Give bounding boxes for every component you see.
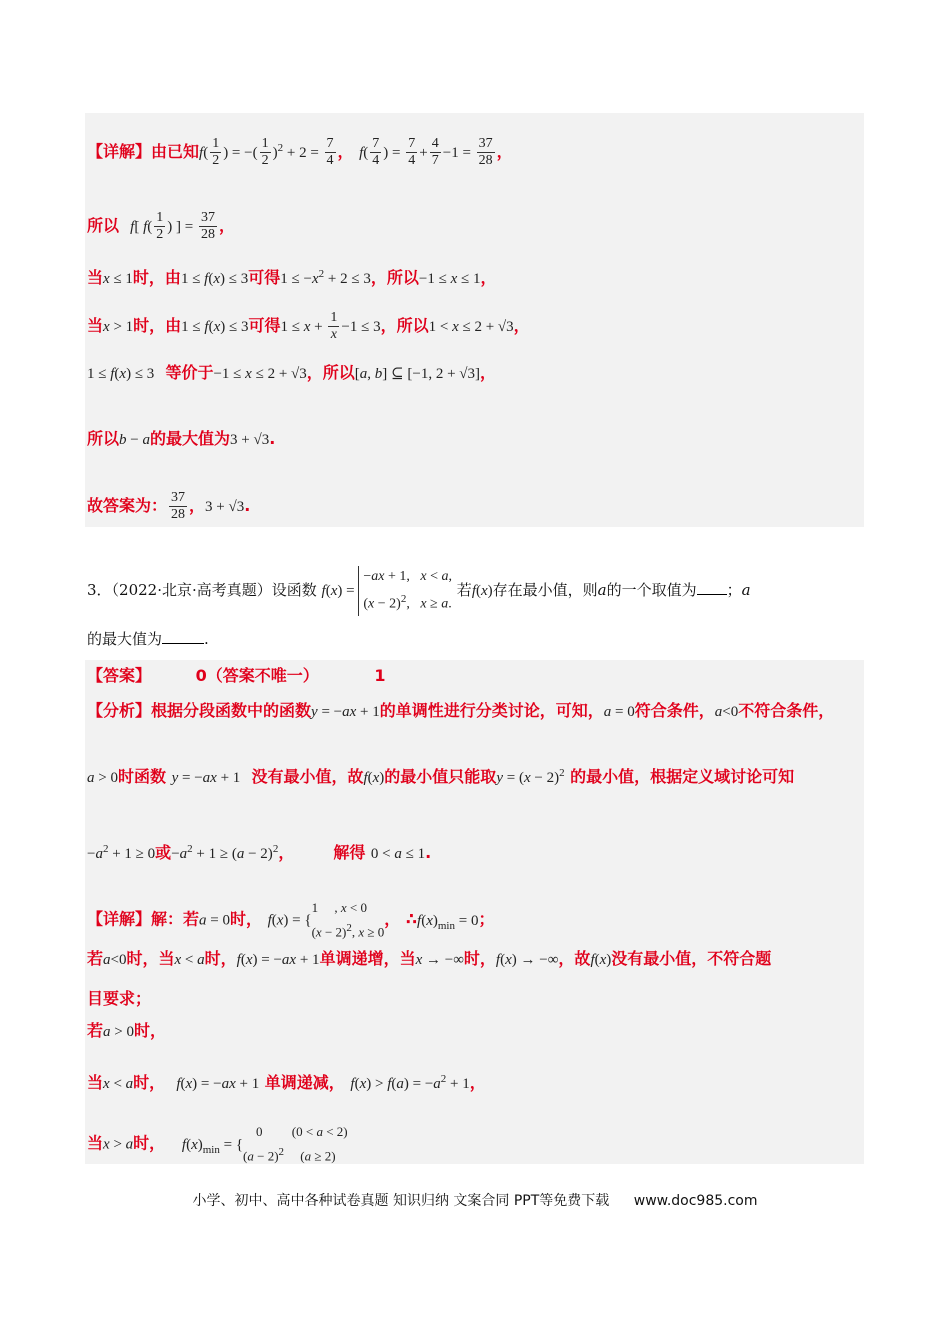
detail2-line-4: 若a > 0时， xyxy=(87,1021,166,1040)
detail2-line-5: 当x < a时， f(x) = −ax + 1 单调递减， $f(x) > f(a) = -a^2 + 1$， xyxy=(87,1073,486,1092)
answer-blank-2[interactable] xyxy=(162,629,204,644)
detail-line-7: 故答案为： $\frac{37}{28}$ ，3 + √3. xyxy=(87,490,251,522)
detail2-line-6: 当x > a时， $f(x)_{min}$ = { 0 (0 < a < 2) $(a - 2)^2$ (a ≥ 2) xyxy=(87,1124,348,1164)
detail2-line-3: 目要求； xyxy=(87,989,152,1008)
footer-text: 小学、初中、高中各种试卷真题 知识归纳 文案合同 PPT等免费下载 xyxy=(192,1193,610,1209)
analysis-line-1: 【分析】根据分段函数中的函数y = −ax + 1的单调性进行分类讨论，可知，a = 0符合条件，a<0不符合条件， xyxy=(87,701,835,720)
detail-line-3: 当x ≤ 1时，由1 ≤ f(x) ≤ 3可得$1 \le -x^2 + 2 \le 3$，所以−1 ≤ x ≤ 1， xyxy=(87,268,497,287)
detail-line-4: 当x > 1时，由1 ≤ f(x) ≤ 3可得1 ≤ x + $\frac{1}{x}$ −1 ≤ 3，所以1 < x ≤ 2 + √3， xyxy=(87,310,530,342)
question-3-line-2: 的最大值为 . xyxy=(87,630,209,648)
detail-line-5: 1 ≤ f(x) ≤ 3 等价于−1 ≤ x ≤ 2 + √3，所以[a, b] ⊆ [−1, 2 + √3]， xyxy=(87,363,497,382)
page-footer xyxy=(0,1190,950,1210)
detail-line-2: 所以 f[ f( $\frac{1}{2}$ ) ] = $\frac{37}{28}$ ， xyxy=(87,210,235,242)
detail2-line-1: 【详解】解：若a = 0时， f(x) = { 1 , x < 0 $(x - 2)^2$, x ≥ 0 ， $\therefore f(x)_{min} = 0$； xyxy=(87,900,495,940)
detail-line-6: 所以b − a的最大值为3 + √3. xyxy=(87,429,276,448)
analysis-line-2: a > 0时函数 y = −ax + 1 没有最小值，故f(x)的最小值只能取$y = (x - 2)^2$ 的最小值，根据定义域讨论可知 xyxy=(87,767,795,786)
footer-link[interactable]: www.doc985.com xyxy=(633,1193,758,1209)
detail2-line-2: 若a<0时，当x < a时，f(x) = −ax + 1单调递增，当x → −∞时，f(x) → −∞，故f(x)没有最小值，不符合题 xyxy=(87,949,772,968)
question-3: 3．（2022·北京·高考真题）设函数 f(x) = −ax + 1, x < a, $(x - 2)^2$, x ≥ a. 若f(x)存在最小值，则a的一个取值为 ；a xyxy=(87,566,751,616)
analysis-line-3: $-a^2 + 1 \ge 0$或$-a^2 + 1 \ge (a - 2)^2$， 解得 0 < a ≤ 1. xyxy=(87,843,432,862)
answer-line: 【答案】 0（答案不唯一） 1 xyxy=(87,666,386,685)
detail-line-1: 【详解】由已知f( $\frac{1}{2}$ ) = −( $\frac{1}{2}$ )$^2$ + 2 = $\frac{7}{4}$ ， f( $\frac{7}{4}$ ) = $\frac{7}{4}$ + $\frac{4}{7}$ −1 = $\frac{37}{28}$ ， xyxy=(87,136,513,168)
answer-blank-1[interactable] xyxy=(697,580,727,595)
